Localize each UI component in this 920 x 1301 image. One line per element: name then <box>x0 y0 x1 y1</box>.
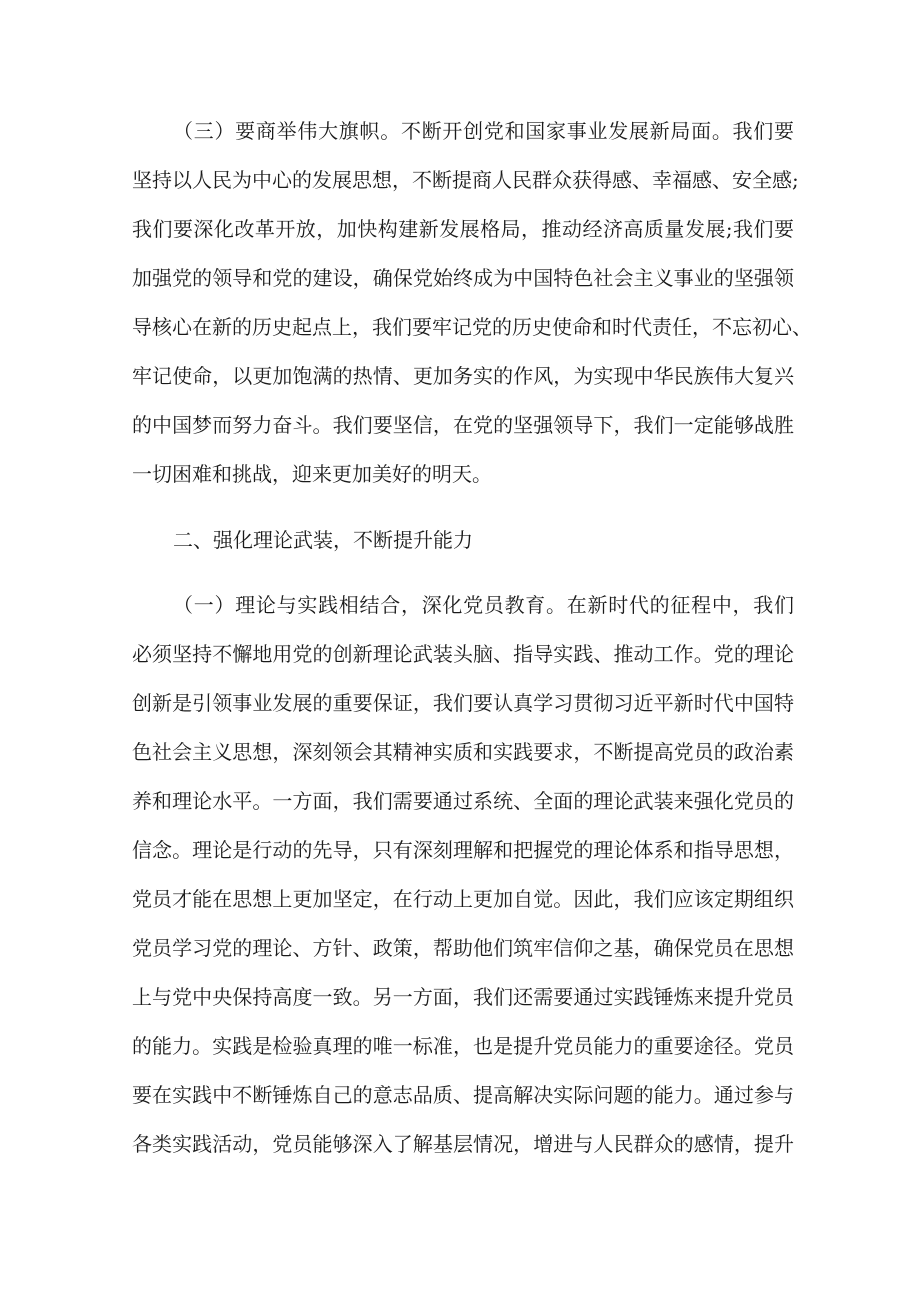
text-line: 加强党的领导和党的建设，确保党始终成为中国特色社会主义事业的坚强领 <box>132 266 794 290</box>
text-line: （三）要商举伟大旗帜。不断开创党和国家事业发展新局面。我们要 <box>173 119 794 143</box>
text-line: 党员学习党的理论、方针、政策，帮助他们筑牢信仰之基，确保党员在思想 <box>132 936 794 960</box>
text-line: 色社会主义思想，深刻领会其精神实质和实践要求，不断提高党员的政治素 <box>132 740 794 764</box>
text-line: 我们要深化改革开放，加快构建新发展格局，推动经济高质量发展;我们要 <box>132 217 794 241</box>
paragraph-one <box>132 581 794 1169</box>
text-line: 养和理论水平。一方面，我们需要通过系统、全面的理论武装来强化党员的 <box>132 789 794 813</box>
section-heading <box>132 516 794 565</box>
text-line: （一）理论与实践相结合，深化党员教育。在新时代的征程中，我们 <box>173 593 794 617</box>
text-line: 导核心在新的历史起点上，我们要牢记党的历史使命和时代责任，不忘初心、 <box>132 315 812 339</box>
text-line: 必须坚持不懈地用党的创新理论武装头脑、指导实践、推动工作。党的理论 <box>132 642 794 666</box>
paragraph-three <box>132 107 812 499</box>
text-line: 信念。理论是行动的先导，只有深刻理解和把握党的理论体系和指导思想， <box>132 838 794 862</box>
text-line: 的能力。实践是检验真理的唯一标准，也是提升党员能力的重要途径。党员 <box>132 1034 794 1058</box>
text-line: 坚持以人民为中心的发展思想，不断提商人民群众获得感、幸福感、安全感; <box>132 168 799 192</box>
text-line: 要在实践中不断锤炼自己的意志品质、提高解决实际问题的能力。通过参与 <box>132 1083 794 1107</box>
section-heading-text: 二、强化理论武装，不断提升能力 <box>173 528 473 552</box>
text-line: 党员才能在思想上更加坚定，在行动上更加自觉。因此，我们应该定期组织 <box>132 887 794 911</box>
text-line: 上与党中央保持高度一致。另一方面，我们还需要通过实践锤炼来提升党员 <box>132 985 794 1009</box>
text-line: 的中国梦而努力奋斗。我们要坚信，在党的坚强领导下，我们一定能够战胜 <box>132 413 794 437</box>
text-line: 创新是引领事业发展的重要保证，我们要认真学习贯彻习近平新时代中国特 <box>132 691 794 715</box>
text-line: 各类实践活动，党员能够深入了解基层情况，增进与人民群众的感情，提升 <box>132 1132 794 1156</box>
text-line: 一切困难和挑战，迎来更加美好的明天。 <box>132 462 492 486</box>
text-line: 牢记使命，以更加饱满的热情、更加务实的作风，为实现中华民族伟大复兴 <box>132 364 794 388</box>
